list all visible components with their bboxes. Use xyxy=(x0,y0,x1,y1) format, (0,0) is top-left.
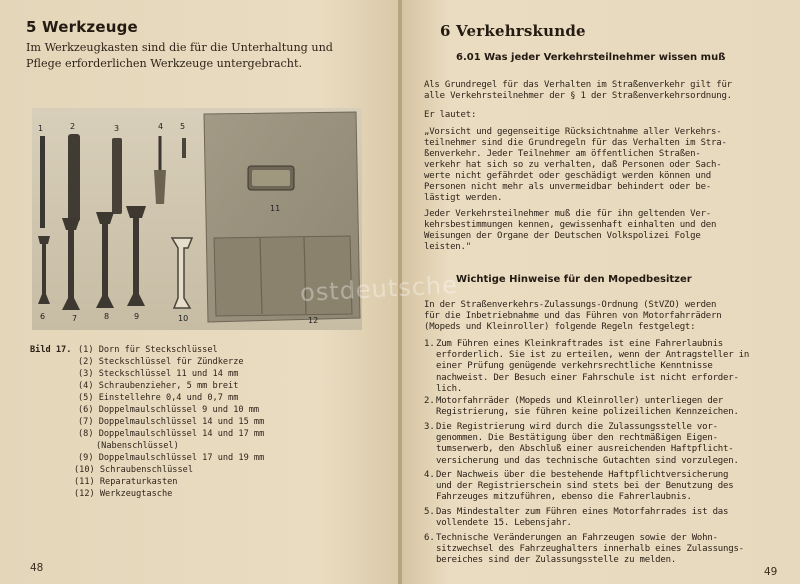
page-number-left: 48 xyxy=(30,562,44,574)
para2-line: für die Inbetriebnahme und das Führen von Motorfahrrädern xyxy=(424,311,722,321)
section-heading-6-01: 6.01 Was jeder Verkehrsteilnehmer wissen muß xyxy=(456,52,726,63)
caption-item: (5) Einstellehre 0,4 und 0,7 mm xyxy=(78,393,239,403)
para2-line: (Mopeds und Kleinroller) folgende Regeln festgelegt: xyxy=(424,322,696,332)
rule-line: einer Prüfung genügende verkehrsrechtliche Kenntnisse xyxy=(436,361,713,372)
quote-line: „Vorsicht und gegenseitige Rücksichtnahme aller Verkehrs- xyxy=(424,127,722,137)
rule-line: Registrierung, sie führen keine polizeilichen Kennzeichen. xyxy=(436,407,739,418)
photo-label-8: 8 xyxy=(104,312,110,321)
quote-line: werte nicht gefährdet oder geschädigt werden können und xyxy=(424,171,712,181)
caption-item: (4) Schraubenzieher, 5 mm breit xyxy=(78,381,239,391)
caption-item: (2) Steckschlüssel für Zündkerze xyxy=(78,357,244,367)
photo-label-10: 10 xyxy=(178,314,189,323)
photo-label-5: 5 xyxy=(180,122,186,131)
rule-line: erforderlich. Sie ist zu erteilen, wenn der Antragsteller in xyxy=(436,350,750,361)
photo-label-2: 2 xyxy=(70,122,76,131)
rule-line: sitzwechsel des Fahrzeughalters innerhalb eines Zulassungs- xyxy=(436,544,744,555)
caption-item: (12) Werkzeugtasche xyxy=(74,489,173,499)
quote-line: Weisungen der Organe der Deutschen Volkspolizei Folge xyxy=(424,231,701,241)
rule-line: Das Mindestalter zum Führen eines Motorfahrrades ist das xyxy=(436,507,729,517)
spark-plug-wrench xyxy=(68,134,80,222)
quote-line: leisten." xyxy=(424,242,471,252)
photo-label-3: 3 xyxy=(114,124,120,133)
caption-item: (10) Schraubenschlüssel xyxy=(74,465,193,475)
photo-label-7: 7 xyxy=(72,314,78,323)
page-number-right: 49 xyxy=(764,566,778,578)
caption-item: (3) Steckschlüssel 11 und 14 mm xyxy=(78,369,239,379)
feeler-gauge xyxy=(182,138,186,158)
rule-number: 1. xyxy=(424,339,435,349)
caption-label: Bild 17. xyxy=(30,345,72,355)
caption-item: (7) Doppelmaulschlüssel 14 und 15 mm xyxy=(78,417,265,427)
photo-label-11: 11 xyxy=(270,204,281,213)
rule-line: versicherung und das technische Gutachten sind vorzulegen. xyxy=(436,455,739,466)
para1-line: alle Verkehrsteilnehmer der § 1 der Straßenverkehrsordnung. xyxy=(424,91,732,101)
rule-line: Technische Veränderungen an Fahrzeugen sowie der Wohn- xyxy=(436,533,718,543)
rule-line: bereiches sind der Zulassungsstelle zu melden. xyxy=(436,555,677,566)
rule-line: lich. xyxy=(436,383,463,394)
quote-line: Personen nicht mehr als unvermeidbar behindert oder be- xyxy=(424,182,712,192)
caption-item: (8) Doppelmaulschlüssel 14 und 17 mm xyxy=(78,429,265,439)
intro-line-2: Pflege erforderlichen Werkzeuge untergebracht. xyxy=(26,57,303,70)
photo-label-12: 12 xyxy=(308,316,319,325)
quote-line: lästigt werden. xyxy=(424,193,503,203)
rule-line: Der Nachweis über die bestehende Haftpflichtversicherung xyxy=(436,470,729,480)
caption-item: (1) Dorn für Steckschlüssel xyxy=(78,345,218,355)
rule-number: 5. xyxy=(424,507,435,517)
rule-number: 2. xyxy=(424,396,435,406)
chapter-heading-verkehrskunde: 6 Verkehrskunde xyxy=(440,22,586,40)
rule-line: Fahrzeuges mitzuführen, ebenso die Fahrerlaubnis. xyxy=(436,492,692,503)
caption-item: (11) Reparaturkasten xyxy=(74,477,178,487)
caption-item: (6) Doppelmaulschlüssel 9 und 10 mm xyxy=(78,405,260,415)
rule-number: 4. xyxy=(424,470,435,480)
quote-line: kehrsbestimmungen kennen, gewissenhaft einhalten und den xyxy=(424,220,717,230)
quote-line: Jeder Verkehrsteilnehmer muß die für ihn geltenden Ver- xyxy=(424,209,712,219)
chapter-heading-werkzeuge: 5 Werkzeuge xyxy=(26,18,138,36)
quote-line: verkehr hat sich so zu verhalten, daß Personen oder Sach- xyxy=(424,160,722,170)
quote-line: ßenverkehr. Jeder Teilnehmer am öffentlichen Straßen- xyxy=(424,149,701,159)
rule-line: vollendete 15. Lebensjahr. xyxy=(436,518,572,529)
rule-line: Die Registrierung wird durch die Zulassungsstelle vor- xyxy=(436,422,718,432)
er-lautet: Er lautet: xyxy=(424,110,477,120)
rule-number: 3. xyxy=(424,422,435,432)
photo-label-4: 4 xyxy=(158,122,164,131)
dorn-tool xyxy=(40,136,45,228)
rule-line: Zum Führen eines Kleinkraftrades ist eine Fahrerlaubnis xyxy=(436,339,724,349)
rule-line: nachweist. Der Besuch einer Fahrschule ist nicht erforder- xyxy=(436,372,739,383)
photo-label-6: 6 xyxy=(40,312,46,321)
para1-line: Als Grundregel für das Verhalten im Straßenverkehr gilt für xyxy=(424,80,732,90)
intro-line-1: Im Werkzeugkasten sind die für die Unterhaltung und xyxy=(26,41,333,54)
photo-label-1: 1 xyxy=(38,124,44,133)
photo-label-9: 9 xyxy=(134,312,140,321)
rule-line: tumserwerb, den Abschluß einer ausreichenden Haftpflicht- xyxy=(436,444,734,455)
quote-line: teilnehmer sind die Grundregeln für das Verhalten im Stra- xyxy=(424,138,727,148)
socket-wrench xyxy=(112,138,122,214)
para2-line: In der Straßenverkehrs-Zulassungs-Ordnung (StVZO) werden xyxy=(424,300,717,310)
rule-line: und der Registrierschein sind stets bei der Benutzung des xyxy=(436,481,734,492)
rule-number: 6. xyxy=(424,533,435,543)
rule-line: genommen. Die Bestätigung über den rechtmäßigen Eigen- xyxy=(436,433,718,444)
section-heading-mopedbesitzer: Wichtige Hinweise für den Mopedbesitzer xyxy=(456,274,692,285)
rule-line: Motorfahrräder (Mopeds und Kleinroller) unterliegen der xyxy=(436,396,724,406)
watermark: ostdeutsche xyxy=(299,270,459,308)
caption-item: (9) Doppelmaulschlüssel 17 und 19 mm xyxy=(78,453,265,463)
caption-item-note: (Nabenschlüssel) xyxy=(96,441,179,451)
repair-kit xyxy=(248,166,294,190)
